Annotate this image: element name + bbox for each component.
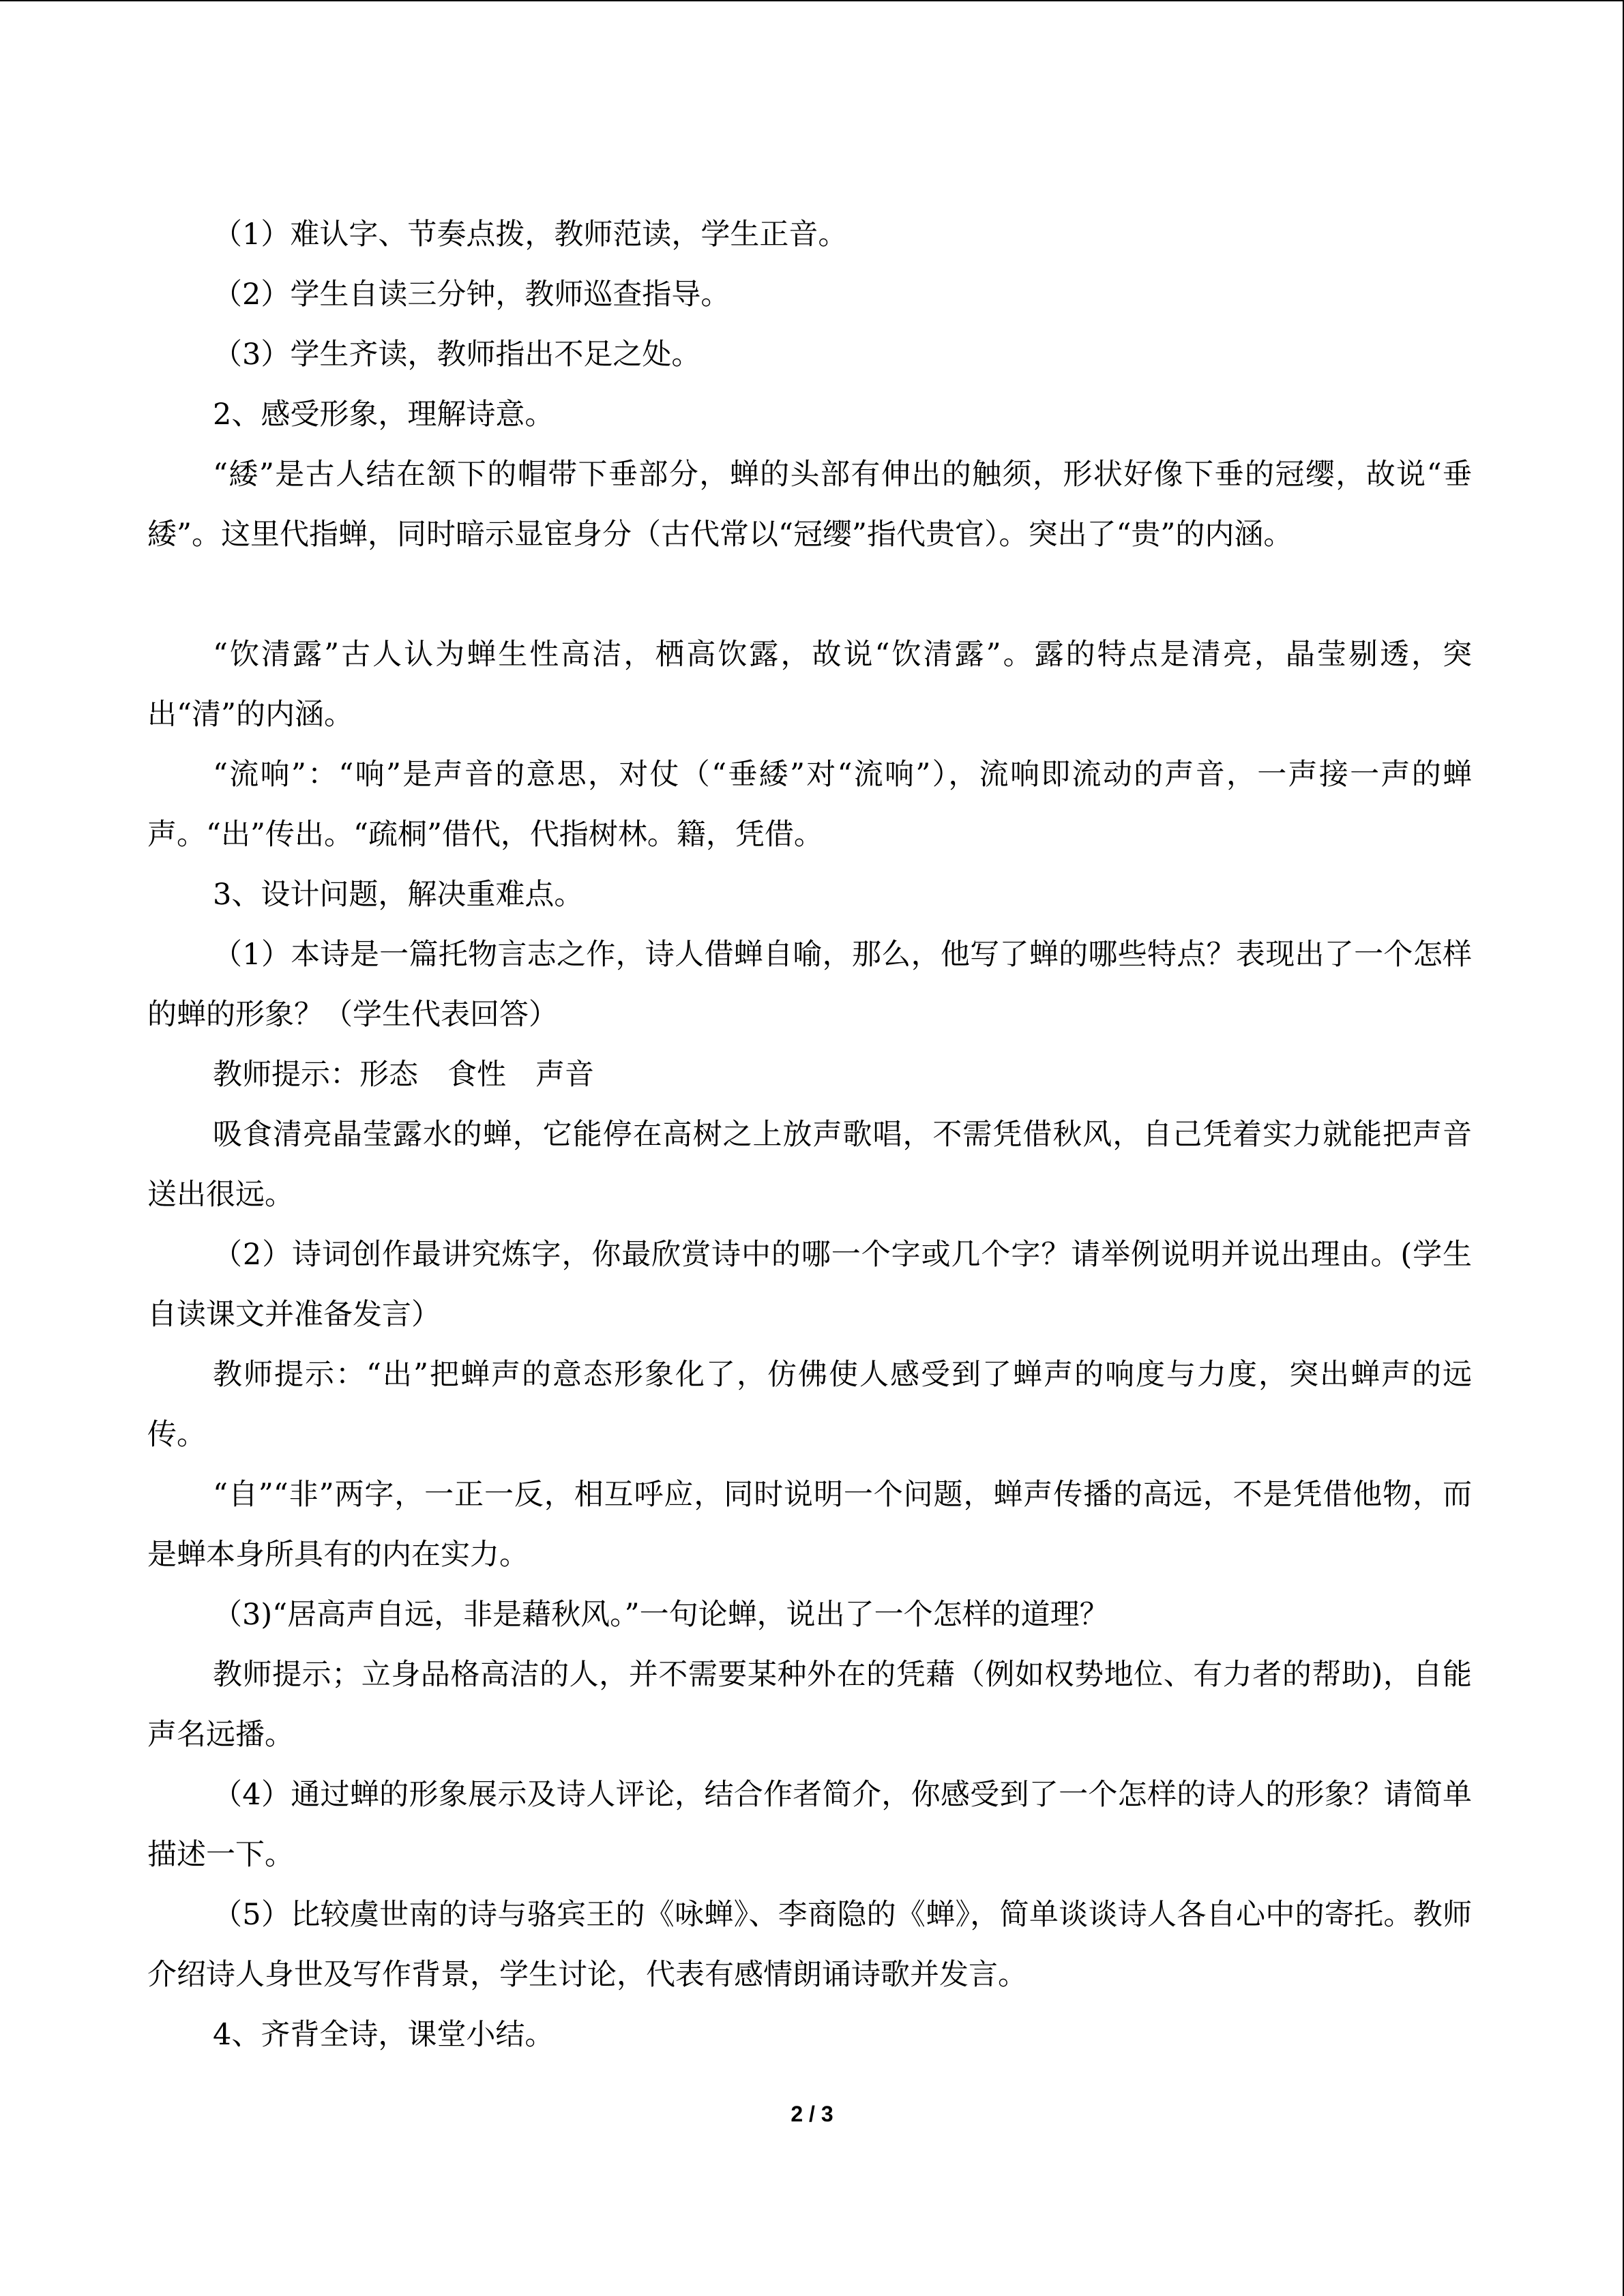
paragraph-liu-xiang: “流响”：“响”是声音的意思，对仗（“垂緌”对“流响”），流响即流动的声音，一声接一声的蝉声。“出”传出。“疏桐”借代，代指树林。籍，凭借。 <box>147 758 1472 852</box>
heading-section-2: 2、感受形象，理解诗意。 <box>213 398 555 432</box>
answer-2: “自”“非”两字，一正一反，相互呼应，同时说明一个问题，蝉声传播的高远，不是凭借他物，而是蝉本身所具有的内在实力。 <box>147 1478 1472 1572</box>
paragraph-step-1-1: （1）难认字、节奏点拨，教师范读，学生正音。 <box>213 218 848 252</box>
question-3: （3)“居高声自远，非是藉秋风。”一句论蝉，说出了一个怎样的道理？ <box>213 1598 1109 1632</box>
heading-section-3: 3、设计问题，解决重难点。 <box>213 878 584 912</box>
question-4: （4）通过蝉的形象展示及诗人评论，结合作者简介，你感受到了一个怎样的诗人的形象？请简单描述一下。 <box>147 1778 1472 1872</box>
teacher-hint-1: 教师提示：形态 食性 声音 <box>213 1058 594 1092</box>
question-2: （2）诗词创作最讲究炼字，你最欣赏诗中的哪一个字或几个字？请举例说明并说出理由。(学生自读课文并准备发言） <box>147 1238 1472 1332</box>
answer-1: 吸食清亮晶莹露水的蝉，它能停在高树之上放声歌唱，不需凭借秋风，自己凭着实力就能把声音送出很远。 <box>147 1118 1472 1212</box>
top-border-line <box>0 0 1624 1</box>
page-number: 2 / 3 <box>791 2102 833 2126</box>
teacher-hint-3: 教师提示；立身品格高洁的人，并不需要某种外在的凭藉（例如权势地位、有力者的帮助)，自能声名远播。 <box>147 1658 1472 1752</box>
paragraph-chui-rui: “緌”是古人结在颔下的帽带下垂部分，蝉的头部有伸出的触须，形状好像下垂的冠缨，故说“垂緌”。这里代指蝉，同时暗示显宦身分（古代常以“冠缨”指代贵官）。突出了“贵”的内涵。 <box>147 458 1472 552</box>
paragraph-step-1-3: （3）学生齐读，教师指出不足之处。 <box>213 338 701 372</box>
paragraph-step-1-2: （2）学生自读三分钟，教师巡查指导。 <box>213 278 730 312</box>
paragraph-yin-qing-lu: “饮清露”古人认为蝉生性高洁，栖高饮露，故说“饮清露”。露的特点是清亮，晶莹剔透，突出“清”的内涵。 <box>147 638 1472 732</box>
question-5: （5）比较虞世南的诗与骆宾王的《咏蝉》、李商隐的《蝉》，简单谈谈诗人各自心中的寄托。教师介绍诗人身世及写作背景，学生讨论，代表有感情朗诵诗歌并发言。 <box>147 1898 1472 1992</box>
heading-section-4: 4、齐背全诗，课堂小结。 <box>213 2018 555 2052</box>
question-1: （1）本诗是一篇托物言志之作，诗人借蝉自喻，那么，他写了蝉的哪些特点？表现出了一个怎样的蝉的形象？（学生代表回答） <box>147 938 1472 1032</box>
teacher-hint-2: 教师提示：“出”把蝉声的意态形象化了，仿佛使人感受到了蝉声的响度与力度，突出蝉声的远传。 <box>147 1358 1472 1452</box>
